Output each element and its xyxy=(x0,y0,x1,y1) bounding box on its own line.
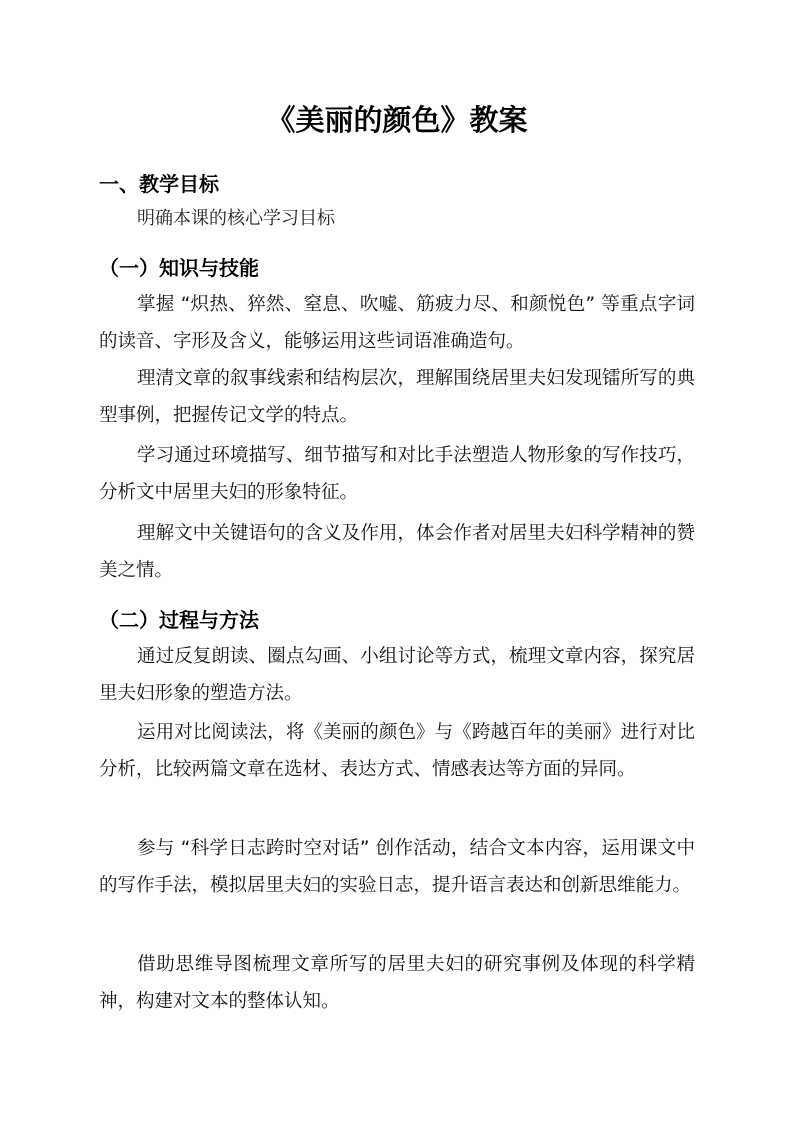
paragraph: 学习通过环境描写、细节描写和对比手法塑造人物形象的写作技巧，分析文中居里夫妇的形象特征。 xyxy=(99,445,695,503)
subsection-heading-process-methods: （二）过程与方法 xyxy=(99,608,259,632)
paragraph: 理解文中关键语句的含义及作用，体会作者对居里夫妇科学精神的赞美之情。 xyxy=(99,523,695,581)
paragraph: 运用对比阅读法，将《美丽的颜色》与《跨越百年的美丽》进行对比分析，比较两篇文章在选材、表达方式、情感表达等方面的异同。 xyxy=(99,722,695,780)
paragraph: 理清文章的叙事线索和结构层次，理解围绕居里夫妇发现镭所写的典型事例，把握传记文学的特点。 xyxy=(99,368,695,426)
paragraph: 参与 “科学日志跨时空对话” 创作活动，结合文本内容，运用课文中的写作手法，模拟居里夫妇的实验日志，提升语言表达和创新思维能力。 xyxy=(99,838,695,896)
section-heading-teaching-goals: 一、教学目标 xyxy=(99,172,219,196)
subsection-heading-knowledge-skills: （一）知识与技能 xyxy=(99,256,259,280)
paragraph: 通过反复朗读、圈点勾画、小组讨论等方式，梳理文章内容，探究居里夫妇形象的塑造方法。 xyxy=(99,646,695,704)
paragraph: 掌握 “炽热、猝然、窒息、吹嘘、筋疲力尽、和颜悦色” 等重点字词的读音、字形及含义，能够运用这些词语准确造句。 xyxy=(99,294,695,352)
section-note: 明确本课的核心学习目标 xyxy=(137,208,335,229)
page-title: 《美丽的颜色》教案 xyxy=(266,103,528,137)
paragraph: 借助思维导图梳理文章所写的居里夫妇的研究事例及体现的科学精神，构建对文本的整体认知。 xyxy=(99,954,695,1012)
